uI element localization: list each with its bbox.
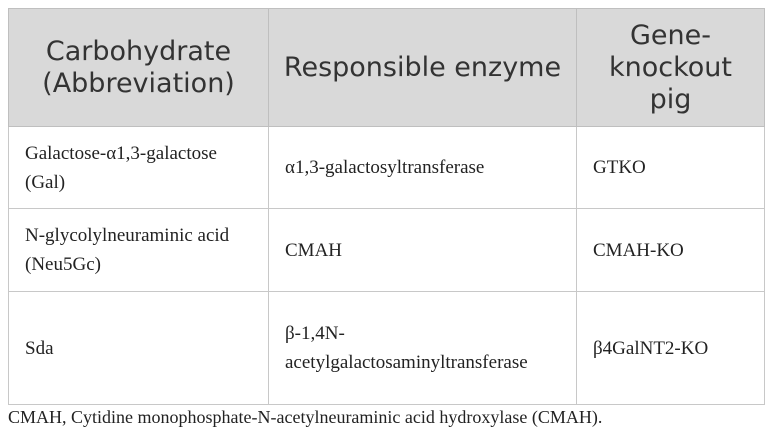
cell-carbohydrate: Sda: [9, 292, 269, 405]
table-row: [9, 292, 765, 405]
cell-knockout-pig: GTKO: [577, 127, 765, 209]
table-header: [9, 9, 765, 127]
table-body: [9, 127, 765, 405]
table-row: [9, 209, 765, 292]
cell-enzyme: CMAH: [269, 209, 577, 292]
header-responsible-enzyme: Responsible enzyme: [269, 9, 577, 127]
carbohydrate-table: [8, 8, 765, 405]
cell-carbohydrate: Galactose-α1,3-galactose (Gal): [9, 127, 269, 209]
table-row: [9, 127, 765, 209]
table-footnote: CMAH, Cytidine monophosphate-N-acetylneuraminic acid hydroxylase (CMAH).: [8, 407, 603, 427]
cell-enzyme: α1,3-galactosyltransferase: [269, 127, 577, 209]
header-carbohydrate: Carbohydrate (Abbreviation): [9, 9, 269, 127]
cell-enzyme: β-1,4N-acetylgalactosaminyltransferase: [269, 292, 577, 405]
header-row: [9, 9, 765, 127]
cell-carbohydrate: N-glycolylneuraminic acid (Neu5Gc): [9, 209, 269, 292]
header-gene-knockout-pig: Gene-knockout pig: [577, 9, 765, 127]
data-table-container: [8, 8, 764, 405]
cell-knockout-pig: CMAH-KO: [577, 209, 765, 292]
cell-knockout-pig: β4GalNT2-KO: [577, 292, 765, 405]
